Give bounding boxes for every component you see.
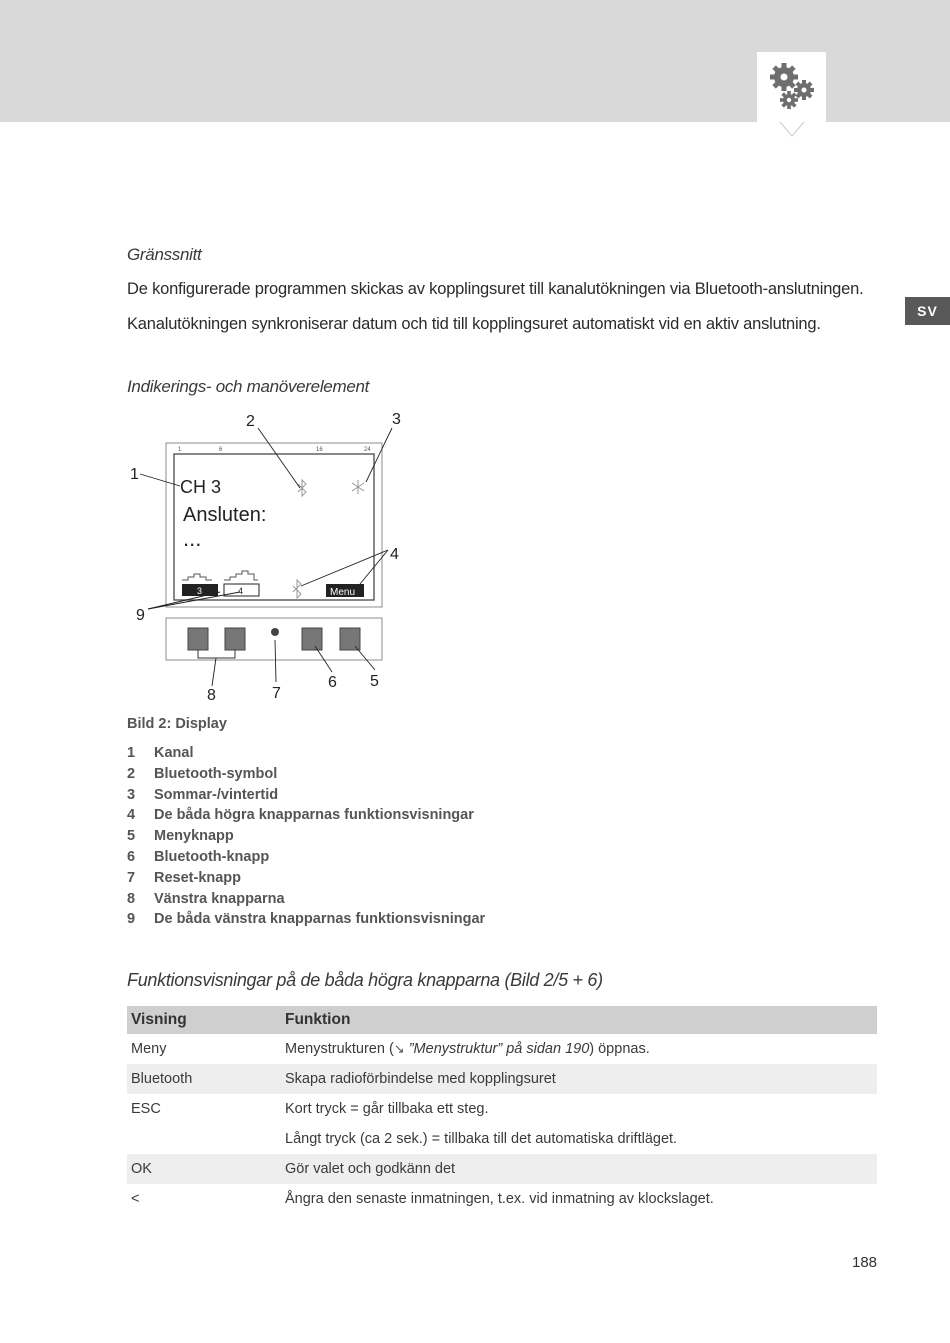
legend-text: Bluetooth-knapp bbox=[154, 848, 270, 865]
legend-item bbox=[127, 870, 627, 891]
elements-heading: Indikerings- och manöverelement bbox=[127, 377, 370, 396]
softkey-4-label: 4 bbox=[238, 586, 244, 596]
legend-text: Reset-knapp bbox=[154, 869, 242, 886]
page-number: 188 bbox=[852, 1254, 878, 1271]
legend-item bbox=[127, 807, 627, 828]
legend-text: Vänstra knapparna bbox=[154, 890, 285, 907]
callout-9: 9 bbox=[136, 607, 145, 624]
cell-funktion: Långt tryck (ca 2 sek.) = tillbaka till det automatiska driftläget. bbox=[285, 1131, 678, 1147]
function-table-heading: Funktionsvisningar på de båda högra knapparna (Bild 2/5 + 6) bbox=[127, 970, 603, 990]
legend-num: 7 bbox=[127, 869, 136, 886]
callout-1: 1 bbox=[130, 466, 139, 483]
cross-reference-link[interactable]: ”Menystruktur” på sidan 190 bbox=[404, 1041, 590, 1057]
cell-funktion-post: ) öppnas. bbox=[589, 1041, 650, 1057]
table-row bbox=[127, 1034, 877, 1064]
cell-visning: < bbox=[131, 1191, 140, 1207]
cell-visning: Bluetooth bbox=[127, 1064, 281, 1094]
interface-heading: Gränssnitt bbox=[127, 245, 202, 264]
cell-visning: Meny bbox=[131, 1041, 167, 1057]
legend-num: 2 bbox=[127, 765, 136, 782]
gears-icon bbox=[757, 52, 826, 122]
interface-text-line-2: Kanalutökningen synkroniserar datum och tid till kopplingsuret automatiskt vid en aktiv anslutning. bbox=[127, 315, 821, 333]
scale-label-1: 1 bbox=[178, 447, 182, 453]
figure-caption: Bild 2: Display bbox=[127, 716, 227, 732]
legend-text: Kanal bbox=[154, 745, 194, 761]
scale-label-16: 16 bbox=[316, 447, 323, 453]
legend-item bbox=[127, 745, 627, 766]
status-label: Ansluten: bbox=[183, 504, 267, 526]
legend-text: Menyknapp bbox=[154, 828, 234, 845]
column-header-funktion: Funktion bbox=[281, 1006, 877, 1034]
callout-5: 5 bbox=[370, 673, 379, 690]
table-row bbox=[127, 1094, 877, 1124]
legend-text: De båda högra knapparnas funktionsvisningar bbox=[154, 807, 474, 824]
table-row bbox=[127, 1154, 877, 1184]
left-button-1 bbox=[188, 628, 208, 650]
menu-button bbox=[340, 628, 360, 650]
cell-funktion: Kort tryck = går tillbaka ett steg. bbox=[285, 1101, 489, 1117]
legend-item bbox=[127, 828, 627, 849]
menu-softkey-label: Menu bbox=[330, 587, 356, 598]
callout-2: 2 bbox=[246, 413, 255, 430]
scale-label-6: 6 bbox=[219, 447, 223, 453]
legend-text: De båda vänstra knapparnas funktionsvisningar bbox=[154, 911, 486, 928]
cell-visning bbox=[127, 1124, 281, 1154]
cell-funktion: Gör valet och godkänn det bbox=[281, 1154, 877, 1184]
legend-num: 8 bbox=[127, 890, 136, 907]
channel-label: CH 3 bbox=[180, 477, 222, 497]
reset-button bbox=[271, 628, 279, 636]
legend-item bbox=[127, 849, 627, 870]
legend-num: 1 bbox=[127, 745, 136, 761]
legend-item bbox=[127, 891, 627, 912]
legend-num: 4 bbox=[127, 807, 136, 824]
status-dots: ... bbox=[183, 526, 202, 551]
table-header-row bbox=[127, 1006, 877, 1034]
legend-num: 5 bbox=[127, 828, 136, 845]
legend-item bbox=[127, 787, 627, 808]
cell-funktion-pre: Menystrukturen ( bbox=[285, 1041, 394, 1057]
column-header-visning: Visning bbox=[127, 1006, 281, 1034]
cell-visning: ESC bbox=[131, 1101, 161, 1117]
cell-funktion: Ångra den senaste inmatningen, t.ex. vid inmatning av klockslaget. bbox=[285, 1191, 714, 1207]
legend-list bbox=[127, 745, 627, 932]
legend-text: Sommar-/vintertid bbox=[154, 786, 279, 803]
callout-6: 6 bbox=[328, 674, 337, 691]
cell-funktion: Skapa radioförbindelse med kopplingsuret bbox=[281, 1064, 877, 1094]
legend-text: Bluetooth-symbol bbox=[154, 765, 278, 782]
legend-item bbox=[127, 911, 627, 932]
callout-3: 3 bbox=[392, 411, 401, 428]
legend-num: 6 bbox=[127, 848, 136, 865]
bluetooth-button bbox=[302, 628, 322, 650]
interface-text-line-1: De konfigurerade programmen skickas av kopplingsuret till kanalutökningen via Bluetooth-anslutningen. bbox=[127, 280, 864, 298]
cell-funktion bbox=[281, 1034, 877, 1064]
cross-reference-icon: ↘ bbox=[393, 1041, 405, 1056]
table-row bbox=[127, 1184, 877, 1214]
pointer-triangle bbox=[777, 121, 807, 139]
scale-label-24: 24 bbox=[364, 447, 371, 453]
callout-8: 8 bbox=[207, 687, 216, 704]
language-badge: SV bbox=[905, 297, 950, 325]
legend-num: 3 bbox=[127, 786, 136, 803]
left-button-2 bbox=[225, 628, 245, 650]
softkey-3-label: 3 bbox=[197, 586, 203, 596]
display-figure bbox=[120, 398, 420, 708]
cell-visning: OK bbox=[127, 1154, 281, 1184]
table-row bbox=[127, 1064, 877, 1094]
callout-7: 7 bbox=[272, 685, 281, 702]
legend-num: 9 bbox=[127, 911, 136, 928]
callout-4: 4 bbox=[390, 546, 399, 563]
function-table bbox=[127, 1006, 877, 1214]
table-row bbox=[127, 1124, 877, 1154]
legend-item bbox=[127, 766, 627, 787]
